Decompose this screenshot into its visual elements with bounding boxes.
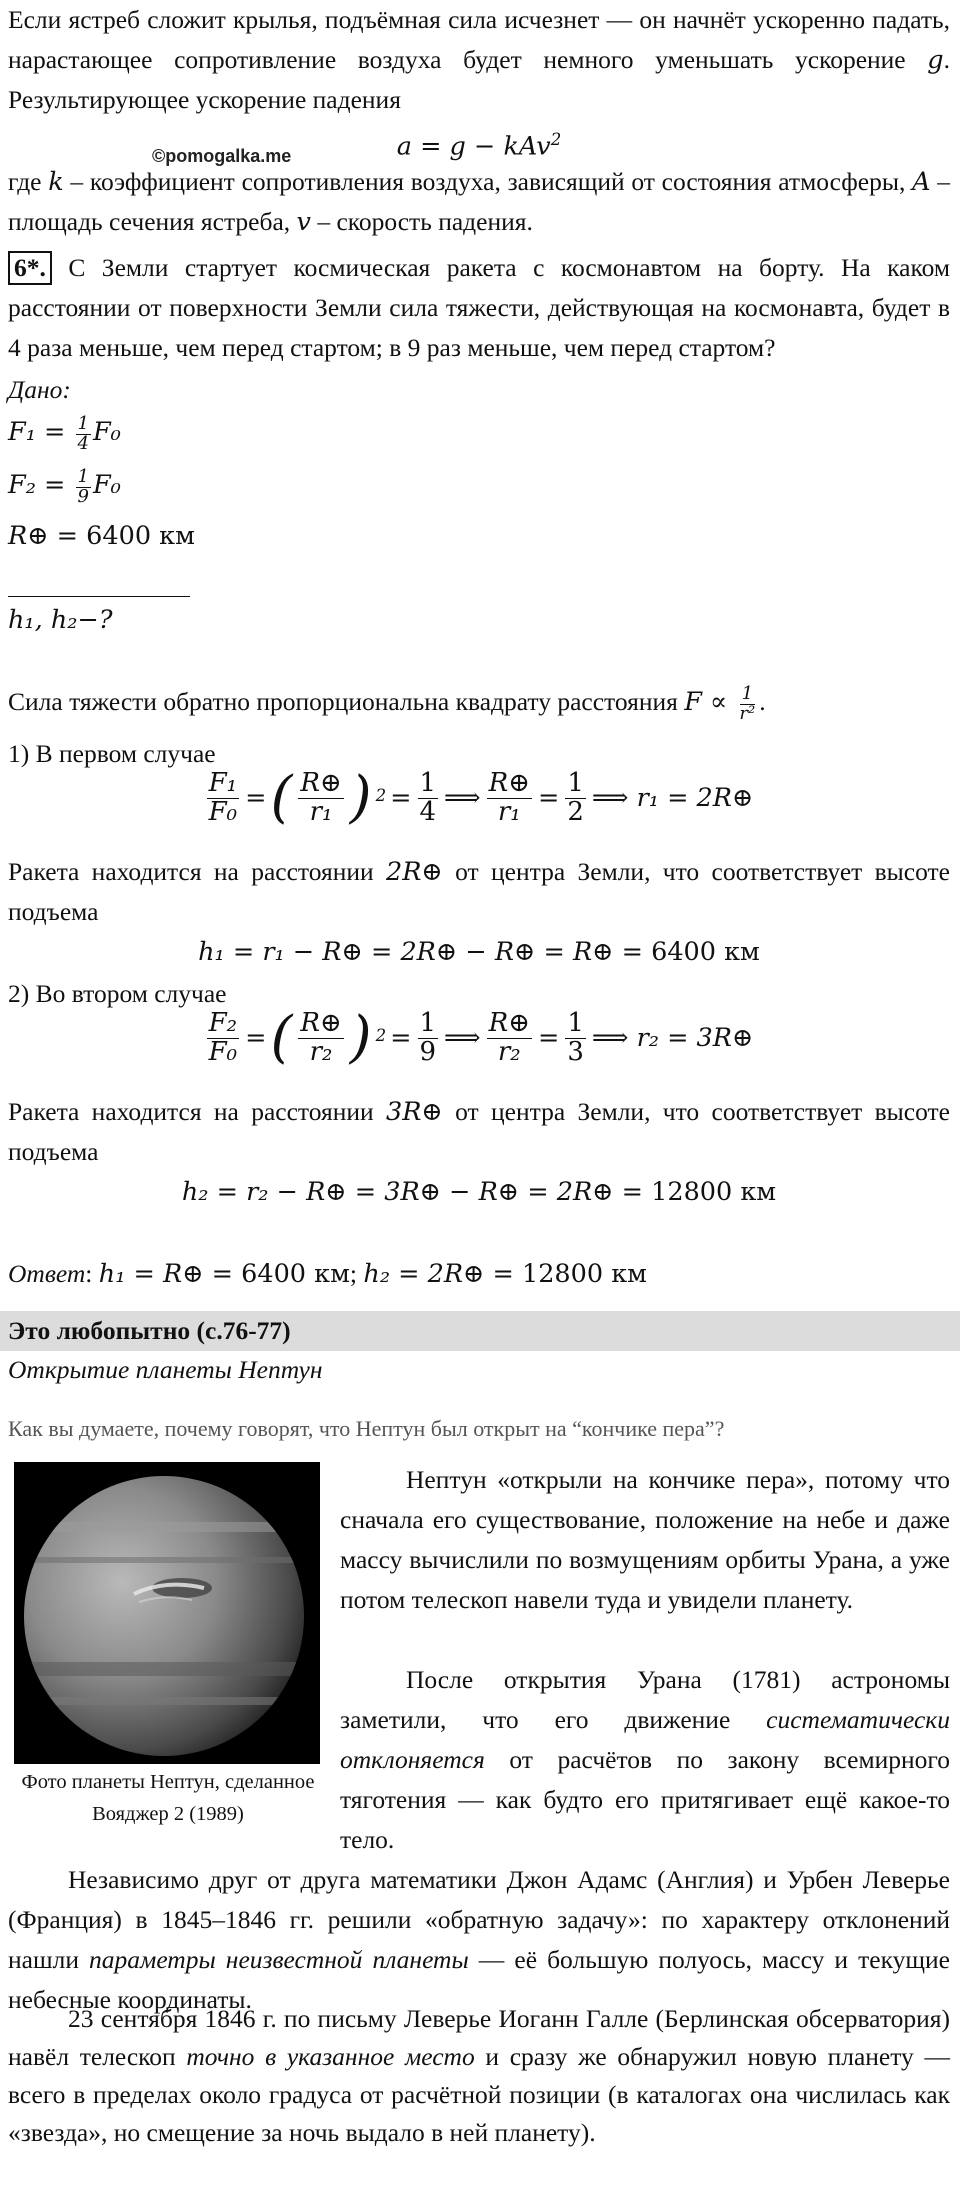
paragraph-1-block bbox=[340, 1460, 950, 1620]
given-divider bbox=[8, 596, 190, 597]
task-number: 6*. bbox=[8, 251, 52, 285]
answer: Ответ: h₁ = R⊕ = 6400 км; h₂ = 2R⊕ = 12800 км bbox=[8, 1259, 647, 1289]
paragraph-4-block: 23 сентября 1846 г. по письму Леверье Иоганн Галле (Берлинская обсерватория) навёл телескоп точно в указанное место и сразу же обнаружил новую планету — всего в пределах около градуса от расчётной позиции (в каталогах она числилась как «звезда», но смещение за ночь выдало в ней планету). bbox=[8, 2004, 950, 2147]
case1-height: h₁ = r₁ − R⊕ = 2R⊕ − R⊕ = R⊕ = 6400 км bbox=[198, 937, 760, 967]
hawk-where: где k – коэффициент сопротивления воздуха, зависящий от состояния атмосферы, A – площадь сечения ястреба, v – скорость падения. bbox=[8, 167, 950, 237]
find-text: h₁, h₂−? bbox=[8, 605, 113, 635]
case1-equation: $\frac{\text{F₁}}{\text{F₀}}$ = ( $\frac{R\oplus}{\text{r₁}}$ ) 2 = $\frac{1}{4}$ ⟹ $\frac{R\oplus}{\text{r₁}}$ = $\frac{1}{2}$ ⟹ r₁ = 2R⊕ bbox=[208, 765, 754, 830]
hawk-paragraph: Если ястреб сложит крылья, подъёмная сила исчезнет — он начнёт ускоренно падать, нарастающее сопротивление воздуха будет немного уменьшать ускорение g. Результирующее ускорение падения bbox=[8, 5, 950, 114]
section-title: Это любопытно (с.76-77) bbox=[8, 1316, 291, 1345]
paragraph-3-block: Независимо друг от друга математики Джон Адамс (Англия) и Урбен Леверье (Франция) в 1845–1846 гг. решили «обратную задачу»: по характеру отклонений нашли параметры неизвестной планеты — её большую полуось, массу и текущие небесные координаты. bbox=[8, 1865, 950, 2014]
case2-label: 2) Во втором случае bbox=[8, 979, 227, 1008]
task-6 bbox=[8, 248, 950, 368]
neptune-planet-icon bbox=[14, 1462, 320, 1764]
case2-height: h₂ = r₂ − R⊕ = 3R⊕ − R⊕ = 2R⊕ = 12800 км bbox=[181, 1177, 777, 1207]
find-block bbox=[8, 600, 950, 640]
given-label: Дано: bbox=[8, 375, 71, 404]
section-question: Как вы думаете, почему говорят, что Нептун был открыт на “кончике пера”? bbox=[8, 1416, 725, 1441]
paragraph-2-block: После открытия Урана (1781) астрономы заметили, что его движение систематически отклоняется от расчётов по закону всемирного тяготения — как будто его притягивает ещё какое-то тело. bbox=[340, 1665, 950, 1854]
given-f1: F₁ = $\frac{1}{4}$ F₀ bbox=[8, 412, 121, 454]
hawk-formula: a = g − kAv$^2$ bbox=[396, 130, 562, 162]
answer-label: Ответ bbox=[8, 1259, 86, 1288]
task-question: С Земли стартует космическая ракета с космонавтом на борту. На каком расстоянии от поверхности Земли сила тяжести, действующая на космонавта, будет в 4 раза меньше, чем перед стартом; в 9 раз меньше, чем перед стартом? bbox=[8, 253, 950, 362]
case2-distance: Ракета находится на расстоянии 3R⊕ от центра Земли, что соответствует высоте подъема bbox=[8, 1097, 951, 1166]
case2-equation: $\frac{\text{F₂}}{\text{F₀}}$ = ( $\frac{R\oplus}{\text{r₂}}$ ) 2 = $\frac{1}{9}$ ⟹ $\frac{R\oplus}{\text{r₂}}$ = $\frac{1}{3}$ ⟹ r₂ = 3R⊕ bbox=[208, 1005, 754, 1070]
photo-caption: Фото планеты Нептун, сделанное Вояджер 2 (1989) bbox=[21, 1771, 315, 1825]
neptune-photo bbox=[14, 1462, 320, 1764]
gravity-statement: Сила тяжести обратно пропорциональна квадрату расстояния F ∝ $\frac{1}{\text{r²}}$ . bbox=[8, 682, 766, 724]
given-radius: R⊕ = 6400 км bbox=[8, 521, 195, 551]
section-subtitle: Открытие планеты Нептун bbox=[8, 1355, 323, 1384]
paragraph-1: Нептун «открыли на кончике пера», потому что сначала его существование, положение на небе и даже массу вычислили по возмущениям орбиты Урана, а уже потом телескоп навели туда и увидели планету. bbox=[340, 1465, 950, 1614]
given-block bbox=[8, 370, 950, 410]
hawk-block bbox=[8, 0, 950, 120]
formula-acceleration: a = g − kAv bbox=[396, 131, 551, 162]
given-f2: F₂ = $\frac{1}{9}$ F₀ bbox=[8, 465, 121, 507]
case1-distance: Ракета находится на расстоянии 2R⊕ от центра Земли, что соответствует высоте подъема bbox=[8, 857, 951, 926]
case1-label: 1) В первом случае bbox=[8, 739, 216, 768]
watermark: ©pomogalka.me bbox=[152, 146, 292, 166]
